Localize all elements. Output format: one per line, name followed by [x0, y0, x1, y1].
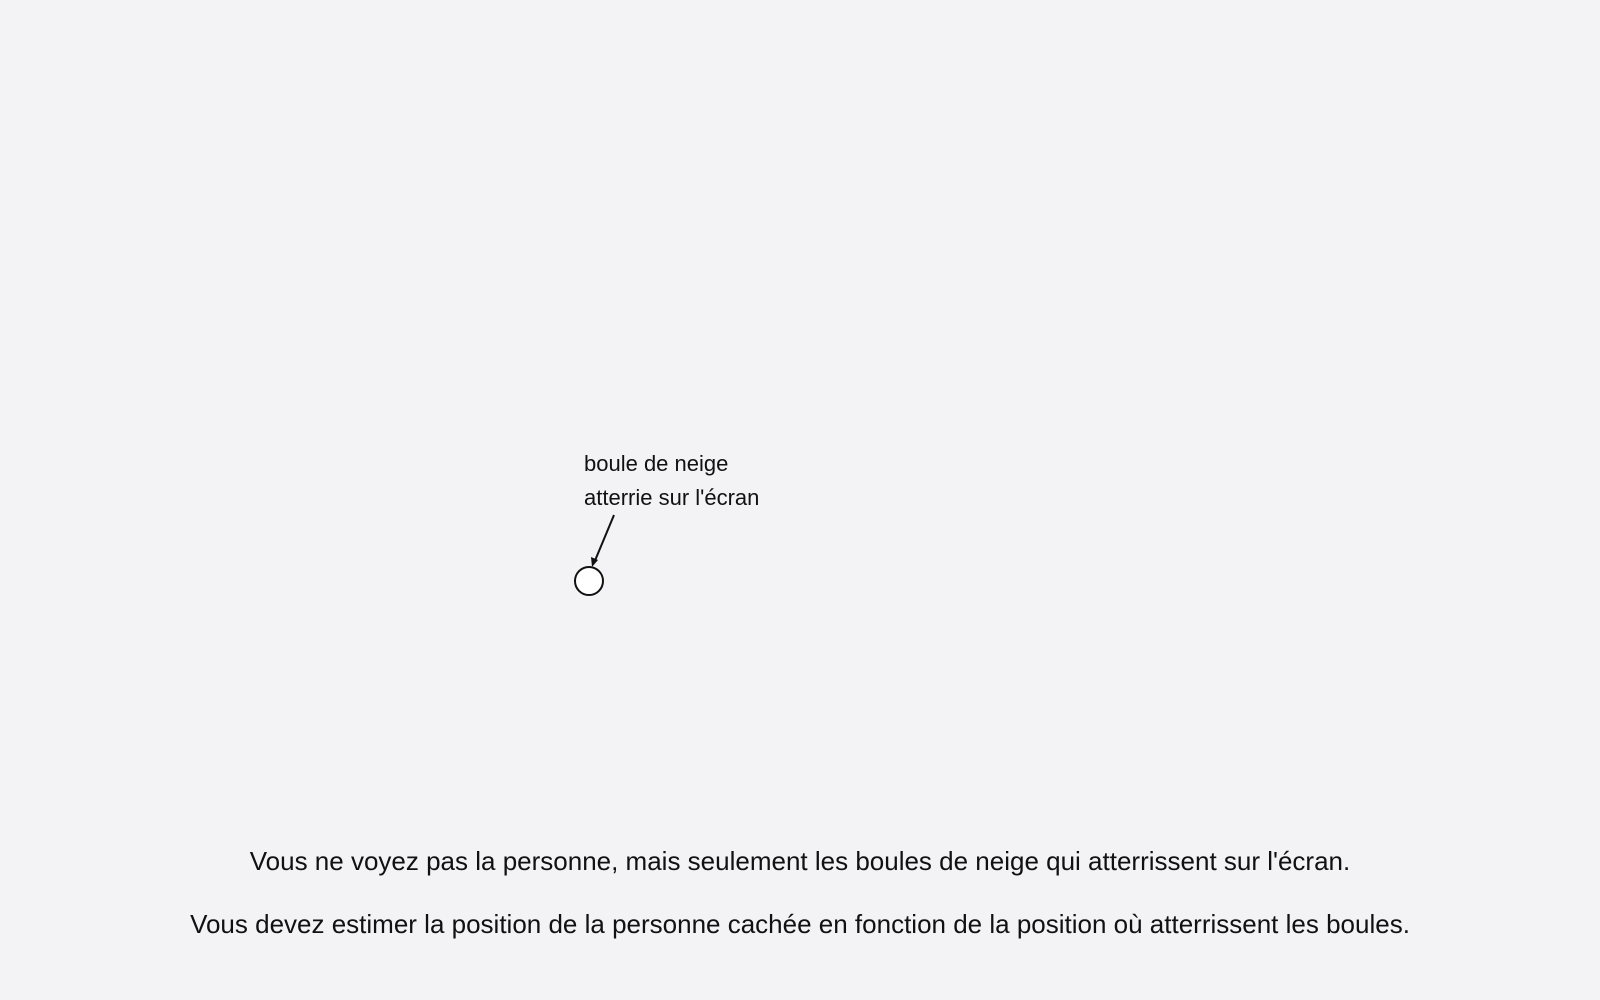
instruction-line-1: Vous ne voyez pas la personne, mais seulement les boules de neige qui atterrissent sur l'écran. [249, 846, 1351, 876]
annotation-line-2: atterrie sur l'écran [584, 485, 760, 510]
snowball-circle [574, 566, 604, 596]
instruction-line-2: Vous devez estimer la position de la personne cachée en fonction de la position où atterrissent les boules. [190, 909, 1410, 939]
snowball-annotation-label [584, 447, 759, 515]
instructions-block [0, 846, 1600, 972]
annotation-arrow-line [594, 515, 614, 563]
annotation-line-1: boule de neige [584, 451, 729, 476]
